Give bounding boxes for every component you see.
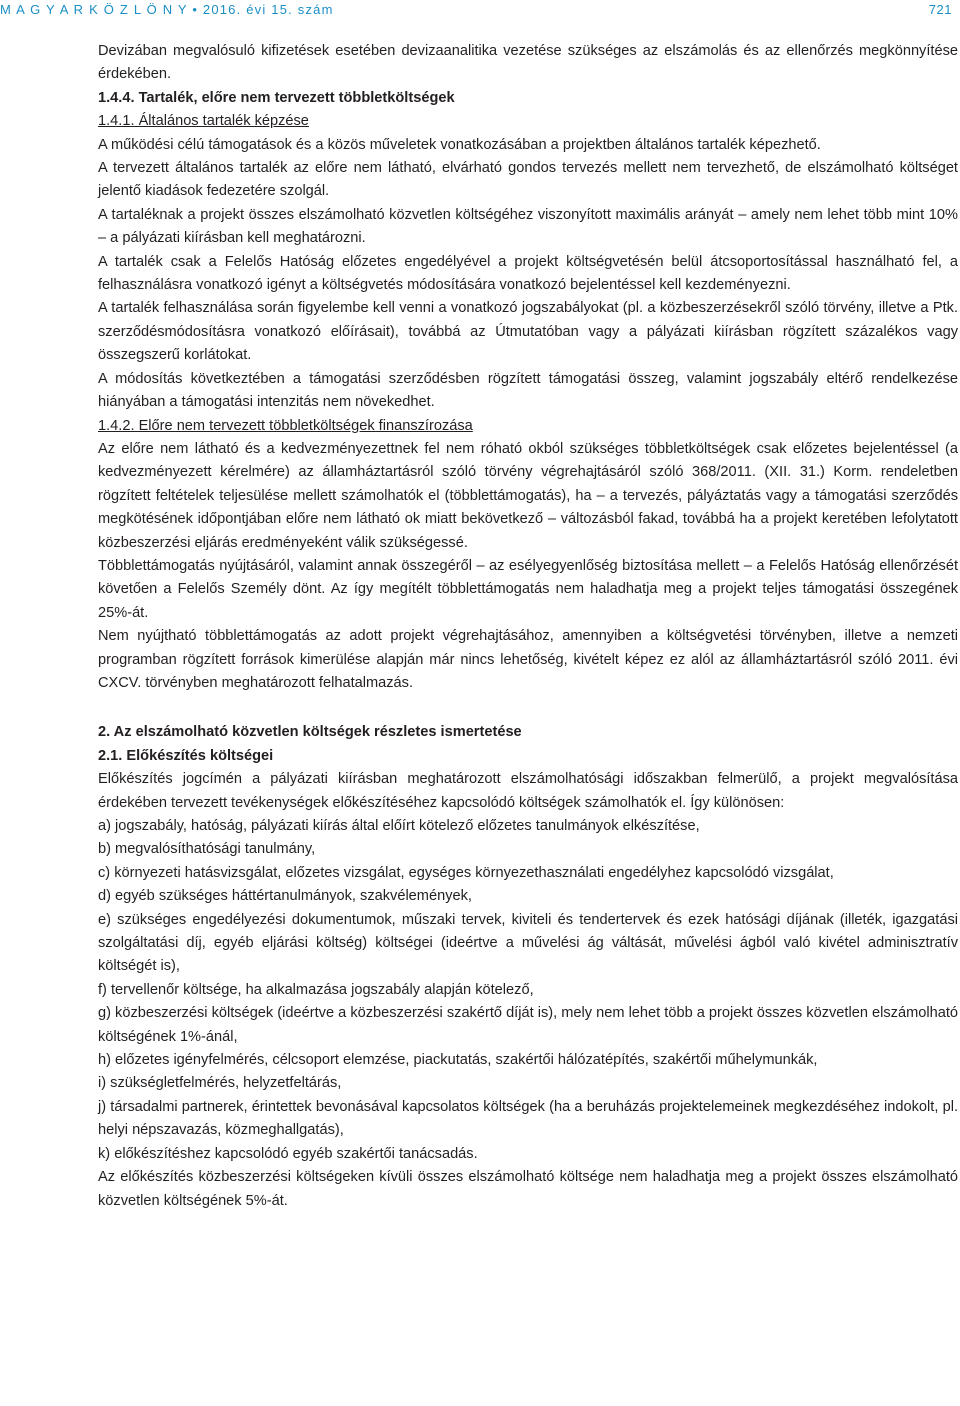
- section-heading: 2.1. Előkészítés költségei: [98, 747, 274, 764]
- body-paragraph: Nem nyújtható többlettámogatás az adott projekt végrehajtásához, amennyiben a költségvetési törvényben, illetve a nemzeti programban rögzített források kimerülése alapján már nincs lehetőség, kivételt képez ez alól az államháztartásról szóló 2011. évi CXCV. törvényben meghatározott felhatalmazás.: [98, 628, 958, 691]
- body-paragraph: A működési célú támogatások és a közös műveletek vonatkozásában a projektben általános tartalék képezhető.: [98, 136, 821, 153]
- body-paragraph: c) környezeti hatásvizsgálat, előzetes vizsgálat, egységes környezethasználati engedélyhez kapcsolódó vizsgálat,: [98, 864, 834, 881]
- body-paragraph: d) egyéb szükséges háttértanulmányok, szakvélemények,: [98, 888, 472, 905]
- body-paragraph: b) megvalósíthatósági tanulmány,: [98, 841, 316, 858]
- publication-title: M A G Y A R K Ö Z L Ö N Y • 2016. évi 15. szám: [0, 2, 334, 17]
- body-paragraph: Az előkészítés közbeszerzési költségeken kívüli összes elszámolható költsége nem haladhatja meg a projekt összes elszámolható közvetlen költségének 5%-át.: [98, 1169, 958, 1209]
- body-paragraph: Többlettámogatás nyújtásáról, valamint annak összegéről – az esélyegyenlőség biztosítása mellett – a Felelős Hatóság ellenőrzését követően a Felelős Személy dönt. Az így megítélt többlettámogatás nem haladhatja meg a projekt teljes támogatási összegének 25%-át.: [98, 557, 958, 621]
- body-paragraph: A tervezett általános tartalék az előre nem látható, elvárható gondos tervezés mellett nem tervezhető, de elszámolható költséget jelentő kiadások fedezetére szolgál.: [98, 160, 958, 200]
- body-paragraph: A módosítás következtében a támogatási szerződésben rögzített támogatási összeg, valamint jogszabály eltérő rendelkezése hiányában a támogatási intenzitás nem növekedhet.: [98, 370, 958, 411]
- body-paragraph: g) közbeszerzési költségek (ideértve a közbeszerzési szakértő díját is), mely nem lehet több a projekt összes közvetlen elszámolható költségének 1%-ánál,: [98, 1005, 958, 1045]
- body-paragraph: a) jogszabály, hatóság, pályázati kiírás által előírt kötelező előzetes tanulmányok elkészítése,: [98, 818, 700, 834]
- body-paragraph: i) szükségletfelmérés, helyzetfeltárás,: [98, 1075, 342, 1092]
- page-header: [0, 0, 960, 22]
- section-spacer: [98, 695, 958, 721]
- section-heading: 1.4.4. Tartalék, előre nem tervezett többletköltségek: [98, 89, 455, 106]
- body-paragraph: A tartaléknak a projekt összes elszámolható közvetlen költségéhez viszonyított maximális arányát – amely nem lehet több mint 10% – a pályázati kiírásban kell meghatározni.: [98, 206, 958, 247]
- body-paragraph: A tartalék csak a Felelős Hatóság előzetes engedélyével a projekt költségvetésén belül átcsoportosítással használható fel, a felhasználásra vonatkozó igényt a költségvetés módosítására vonatkozó bejelentéssel kell kezdeményezni.: [98, 253, 958, 294]
- body-paragraph: k) előkészítéshez kapcsolódó egyéb szakértői tanácsadás.: [98, 1145, 478, 1162]
- body-paragraph: e) szükséges engedélyezési dokumentumok, műszaki tervek, kiviteli és tendertervek és ezek hatósági díjának (illeték, igazgatási szolgáltatási díj, egyéb eljárási költség) költségei (ideértve a művelési ág váltását, művelési ágból való kivétel adminisztratív költségét is),: [98, 911, 958, 975]
- body-paragraph: j) társadalmi partnerek, érintettek bevonásával kapcsolatos költségek (ha a beruházás projektelemeinek megkezdéséhez indokolt, pl. helyi népszavazás, közmeghallgatás),: [98, 1098, 958, 1139]
- body-paragraph: Devizában megvalósuló kifizetések esetében devizaanalitika vezetése szükséges az elszámolás és az ellenőrzés megkönnyítése érdekében.: [98, 43, 958, 83]
- body-paragraph: Az előre nem látható és a kedvezményezettnek fel nem róható okból szükséges többletköltségek csak előzetes bejelentéssel (a kedvezményezett kérelmére) az államháztartásról szóló törvény végrehajtásáról szóló 368/2011. (XII. 31.) Korm. rendeletben rögzített feltételek teljesülése mellett számolhatók el (többlettámogatás), ha – a tervezés, pályáztatás vagy a támogatási szerződés megkötésének időpontjában előre nem látható ok miatt bekövetkező – változásból fakad, továbbá ha a projekt keretében lefolytatott közbeszerzési eljárás eredményeként válik szükségessé.: [98, 440, 958, 551]
- subsection-heading: 1.4.1. Általános tartalék képzése: [98, 113, 309, 130]
- section-heading: 2. Az elszámolható közvetlen költségek részletes ismertetése: [98, 724, 522, 741]
- document-body: [98, 40, 958, 1213]
- body-paragraph: h) előzetes igényfelmérés, célcsoport elemzése, piackutatás, szakértői hálózatépítés, szakértői műhelymunkák,: [98, 1052, 818, 1069]
- body-paragraph: A tartalék felhasználása során figyelembe kell venni a vonatkozó jogszabályokat (pl. a közbeszerzésekről szóló törvény, illetve a Ptk. szerződésmódosításra vonatkozó előírásait), továbbá az Útmutatóban vagy a pályázati kiírásban rögzített százalékos vagy összegszerű korlátokat.: [98, 300, 958, 364]
- body-paragraph: Előkészítés jogcímén a pályázati kiírásban meghatározott elszámolhatósági időszakban felmerülő, a projekt megvalósítása érdekében tervezett tevékenységek előkészítéséhez kapcsolódó költségek számolhatók el. Így különösen:: [98, 771, 958, 811]
- subsection-heading: 1.4.2. Előre nem tervezett többletköltségek finanszírozása: [98, 417, 473, 434]
- body-paragraph: f) tervellenőr költsége, ha alkalmazása jogszabály alapján kötelező,: [98, 981, 534, 998]
- page-number: 721: [928, 2, 952, 17]
